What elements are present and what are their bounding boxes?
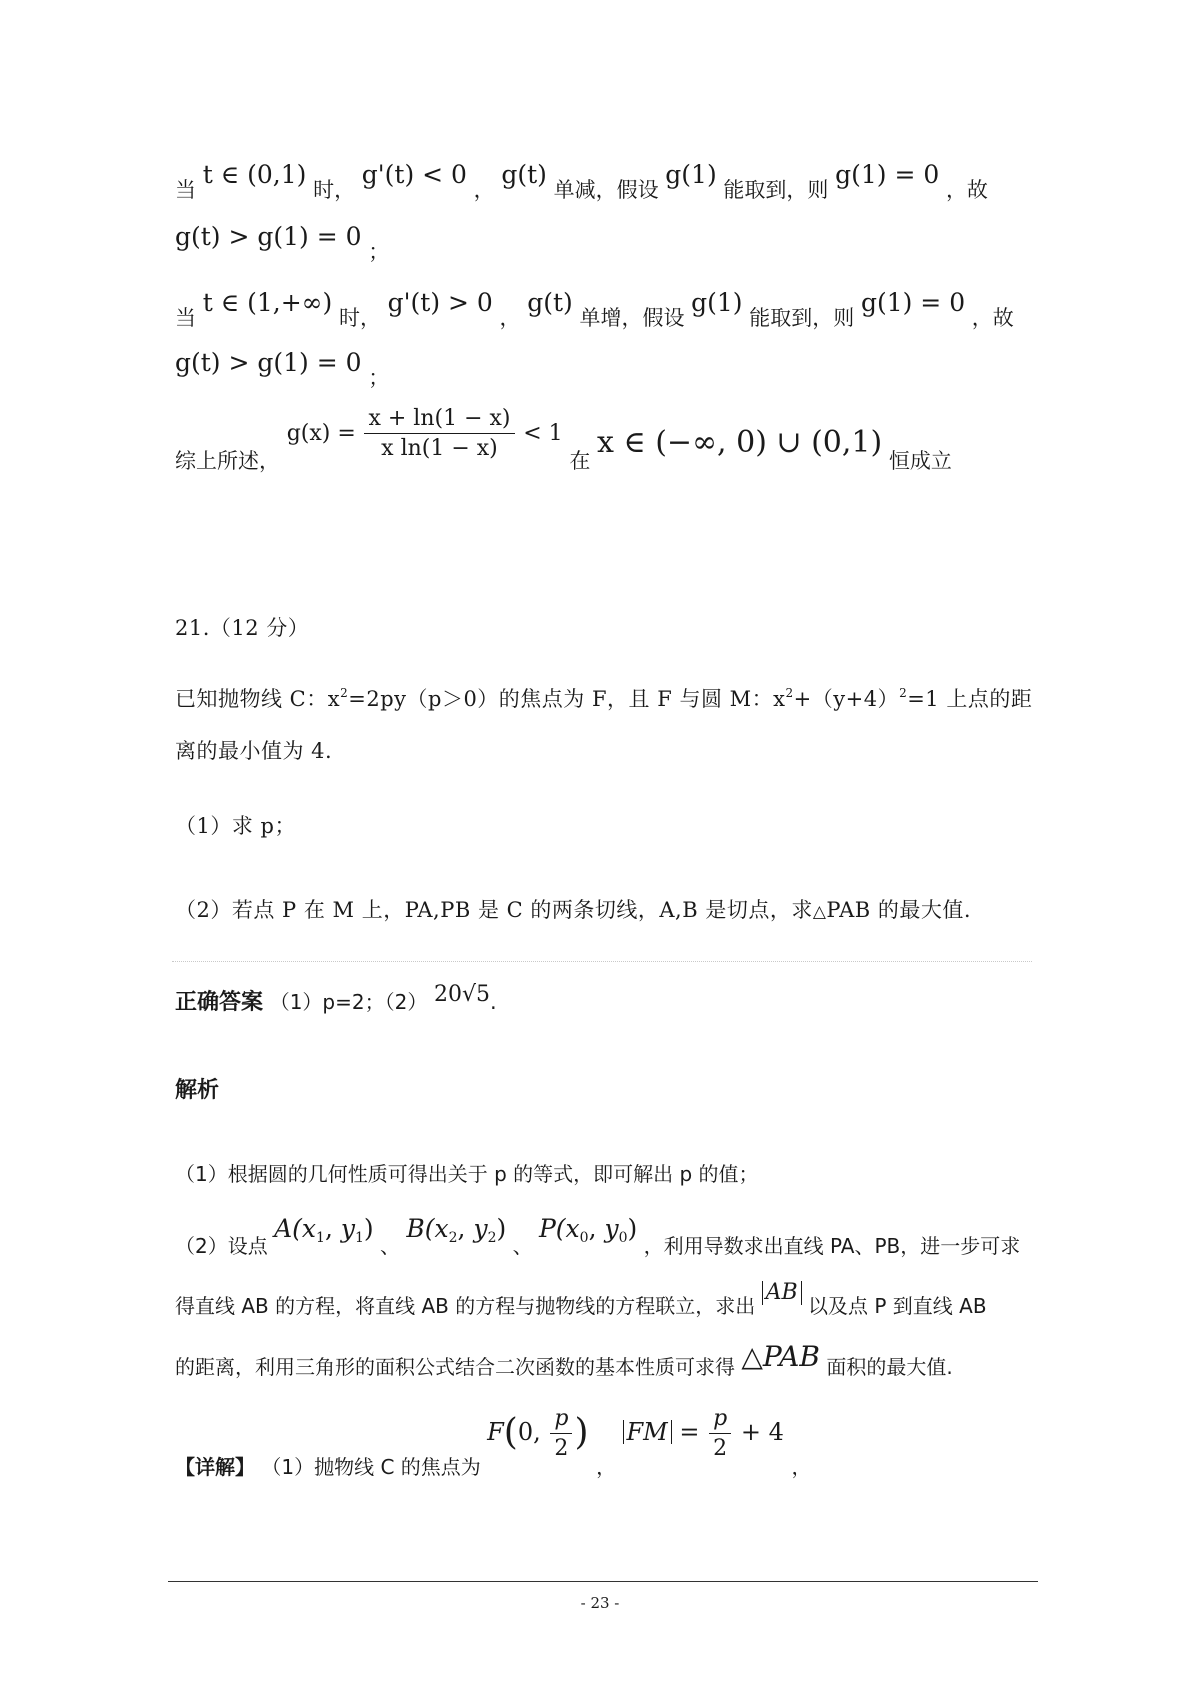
point-b-label: B(x: [406, 1214, 449, 1243]
question-text-d: =1 上点的距: [907, 687, 1033, 711]
question-text-c: +（y+4）: [793, 687, 900, 711]
math-fm-distance: FM = $\frac{p}{2}$ + 4: [623, 1418, 792, 1446]
superscript-2: 2: [340, 686, 349, 700]
math-g-ineq: g(t) > g(1) = 0: [175, 348, 362, 377]
math-fraction: [364, 406, 514, 461]
math-derivative-pos: g'(t) > 0: [387, 288, 493, 317]
text-semicolon: ；: [368, 366, 390, 390]
math-p-over-2: $\frac{p}{2}$: [709, 1406, 731, 1461]
separator: 、: [380, 1234, 401, 1258]
math-g-ineq: g(t) > g(1) = 0: [175, 222, 362, 251]
math-g1-eq-0: g(1) = 0: [835, 160, 940, 189]
ab-label: AB: [765, 1280, 798, 1305]
math-g-t: g(t): [501, 160, 547, 189]
math-point-p: $P(x_0$, $y_0$): [538, 1214, 638, 1246]
focus-label: F: [487, 1418, 504, 1446]
analysis-step-3: [175, 1276, 987, 1318]
question-part-2: [175, 894, 971, 924]
text-shi: 时，: [313, 178, 356, 202]
analysis-2-text-b: ，利用导数求出直线 PA、PB，进一步可求: [643, 1234, 1021, 1258]
analysis-step-1: （1）根据圆的几何性质可得出关于 p 的等式，即可解出 p 的值；: [175, 1162, 759, 1186]
detail-text-a: （1）抛物线 C 的焦点为: [261, 1455, 481, 1479]
analysis-3-text-a: 得直线 AB 的方程，将直线 AB 的方程与抛物线的方程联立，求出: [175, 1294, 756, 1318]
answer-period: .: [490, 990, 497, 1014]
math-abs-ab: [762, 1281, 802, 1305]
question-header: 21.（12 分）: [175, 616, 310, 640]
point-a-label: A(x: [274, 1214, 317, 1243]
analysis-4-text-a: 的距离，利用三角形的面积公式结合二次函数的基本性质可求得: [175, 1355, 735, 1379]
fraction-numerator: x + ln(1 − x): [364, 406, 514, 434]
line-conclusion-1: [175, 222, 390, 264]
footer-rule: [168, 1581, 1038, 1582]
fraction-denominator: x ln(1 − x): [381, 436, 498, 461]
analysis-3-text-b: 以及点 P 到直线 AB: [808, 1294, 987, 1318]
text-reach: 能取到，则: [723, 178, 829, 202]
text-semicolon: ；: [368, 240, 390, 264]
text-shi: 时，: [338, 306, 381, 330]
line-summary: [175, 406, 952, 473]
text-summary: 综上所述，: [175, 448, 280, 473]
question-part-1: （1）求 p；: [175, 814, 296, 838]
math-focus-f: F(0, $\frac{p}{2}$ ): [487, 1406, 589, 1461]
math-g-1: g(1): [665, 160, 717, 189]
line-t-in-0-1: [175, 160, 988, 202]
math-lt-1: < 1: [523, 420, 563, 446]
detail-comma-end: ，: [791, 1455, 812, 1479]
math-g-1: g(1): [691, 288, 743, 317]
question-text-line1: [175, 683, 1032, 713]
answer-line: [175, 982, 497, 1016]
math-g1-eq-0: g(1) = 0: [860, 288, 966, 317]
question-text-a: 已知抛物线 C：x: [175, 687, 341, 711]
analysis-title: 解析: [175, 1078, 220, 1103]
text-comma: ，: [499, 306, 521, 330]
math-g-t: g(t): [527, 288, 573, 317]
part2-text-a: （2）若点 P 在 M 上，PA,PB 是 C 的两条切线，A,B 是切点，求: [175, 898, 813, 922]
text-therefore: ，故: [945, 178, 988, 202]
line-t-in-1-inf: [175, 288, 1014, 330]
triangle-icon: △: [812, 902, 827, 922]
part2-text-b: PAB 的最大值.: [826, 898, 972, 922]
text-therefore: ，故: [971, 306, 1014, 330]
text-reach: 能取到，则: [749, 306, 855, 330]
detail-label: 【详解】: [175, 1455, 255, 1479]
point-p-label: P(x: [538, 1214, 580, 1243]
fm-label: FM: [626, 1418, 668, 1446]
detail-line: [175, 1406, 812, 1479]
separator: 、: [512, 1234, 533, 1258]
line-conclusion-2: [175, 348, 390, 390]
text-comma: ，: [473, 178, 495, 202]
text-always-holds: 恒成立: [888, 448, 952, 473]
math-p-over-2: $\frac{p}{2}$: [550, 1406, 572, 1461]
superscript-2: 2: [785, 686, 794, 700]
analysis-step-4: [175, 1340, 953, 1379]
analysis-4-text-b: 面积的最大值.: [826, 1355, 953, 1379]
math-t-domain: t ∈ (0,1): [202, 160, 307, 189]
text-dang: 当: [175, 178, 196, 202]
math-derivative-neg: g'(t) < 0: [361, 160, 467, 189]
analysis-2-text-a: （2）设点: [175, 1234, 268, 1258]
math-g-x-lhs: g(x) =: [286, 420, 356, 446]
question-text-b: =2py（p＞0）的焦点为 F，且 F 与圆 M：x: [348, 687, 786, 711]
analysis-step-2: [175, 1214, 1021, 1258]
answer-text: （1）p=2；（2）: [269, 990, 428, 1014]
page-number: - 23 -: [580, 1594, 620, 1612]
answer-label: 正确答案: [175, 990, 264, 1015]
question-text-line2: 离的最小值为 4.: [175, 739, 333, 763]
math-triangle-pab: △PAB: [741, 1340, 820, 1373]
math-point-a: $A(x_1$, $y_1$): [274, 1214, 374, 1246]
text-increasing: 单增，假设: [579, 306, 685, 330]
math-x-domain: x ∈ (−∞, 0) ∪ (0,1): [597, 424, 883, 460]
text-zai: 在: [569, 448, 591, 473]
math-t-domain: t ∈ (1,+∞): [202, 288, 333, 317]
dotted-divider: [172, 961, 1032, 962]
text-decreasing: 单减，假设: [553, 178, 659, 202]
superscript-2: 2: [899, 686, 908, 700]
text-dang: 当: [175, 306, 196, 330]
detail-comma: ，: [596, 1455, 617, 1479]
answer-value: 20√5: [434, 982, 491, 1007]
math-point-b: $B(x_2$, $y_2$): [406, 1214, 507, 1246]
